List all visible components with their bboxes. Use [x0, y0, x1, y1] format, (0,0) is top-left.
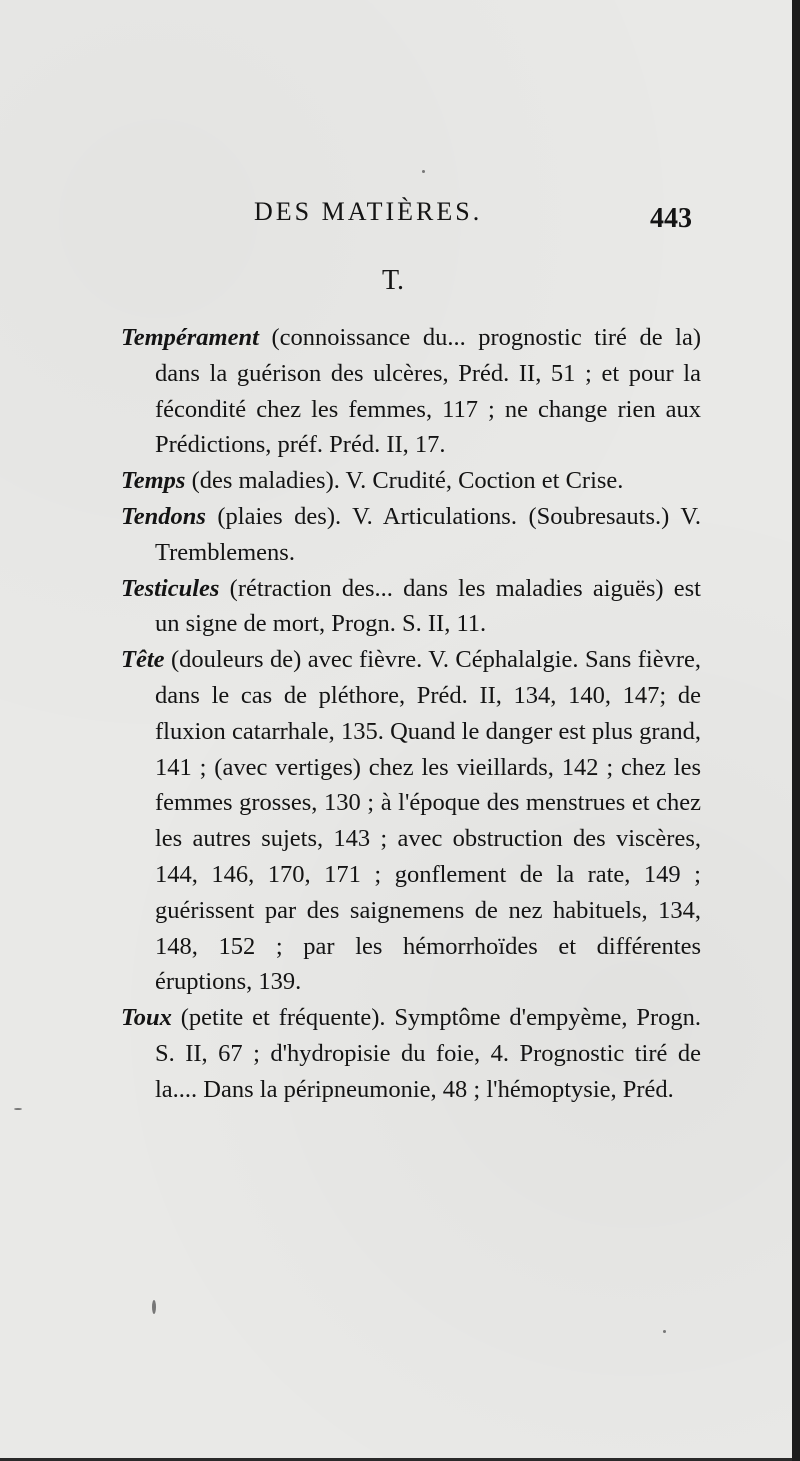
paper-speck: [422, 170, 425, 173]
paper-speck: [152, 1300, 156, 1314]
index-term: Tendons: [121, 502, 206, 530]
index-entry: [121, 320, 701, 463]
index-text: (rétraction des... dans les maladies aiguës) est un signe de mort, Progn. S. II, 11.: [155, 574, 701, 638]
index-text: (des maladies). V. Crudité, Coction et Crise.: [185, 467, 624, 495]
page-number: 443: [650, 203, 692, 234]
index-body: [121, 320, 701, 1108]
paper-speck: [14, 1108, 22, 1110]
index-text: (petite et fréquente). Symptôme d'empyème, Progn. S. II, 67 ; d'hydropisie du foie, 4. Prognostic tiré de la.... Dans la péripneumonie, 48 ; l'hémoptysie, Préd.: [155, 1004, 701, 1103]
index-entry: [121, 499, 701, 571]
index-term: Tête: [121, 646, 165, 674]
running-title: DES MATIÈRES.: [254, 197, 483, 226]
index-term: Temps: [121, 467, 186, 495]
paper-speck: [663, 1330, 666, 1333]
index-entry: [121, 463, 701, 499]
index-entry: [121, 571, 701, 643]
index-entry: [121, 642, 701, 1000]
index-term: Tempérament: [121, 324, 259, 351]
index-text: (connoissance du... prognostic tiré de la) dans la guérison des ulcères, Préd. II, 51 ; et pour la fécondité chez les femmes, 117 ; ne change rien aux Prédictions, préf. Préd. II, 17.: [155, 324, 701, 459]
index-entry: [121, 1000, 701, 1107]
index-text: (plaies des). V. Articulations. (Soubresauts.) V. Tremblemens.: [155, 502, 701, 566]
index-text: (douleurs de) avec fièvre. V. Céphalalgie. Sans fièvre, dans le cas de pléthore, Préd. II, 134, 140, 147; de fluxion catarrhale, 135. Quand le danger est plus grand, 141 ; (avec vertiges) chez les vieillards, 142 ; chez les femmes grosses, 130 ; à l'époque des menstrues et chez les autres sujets, 143 ; avec obstruction des viscères, 144, 146, 170, 171 ; gonflement de la rate, 149 ; guérissent par des saignemens de nez habituels, 134, 148, 152 ; par les hémorrhoïdes et différentes éruptions, 139.: [155, 646, 701, 996]
index-term: Toux: [121, 1004, 172, 1032]
page-edge: [792, 0, 800, 1461]
index-term: Testicules: [121, 574, 220, 602]
section-letter: T.: [382, 265, 405, 296]
